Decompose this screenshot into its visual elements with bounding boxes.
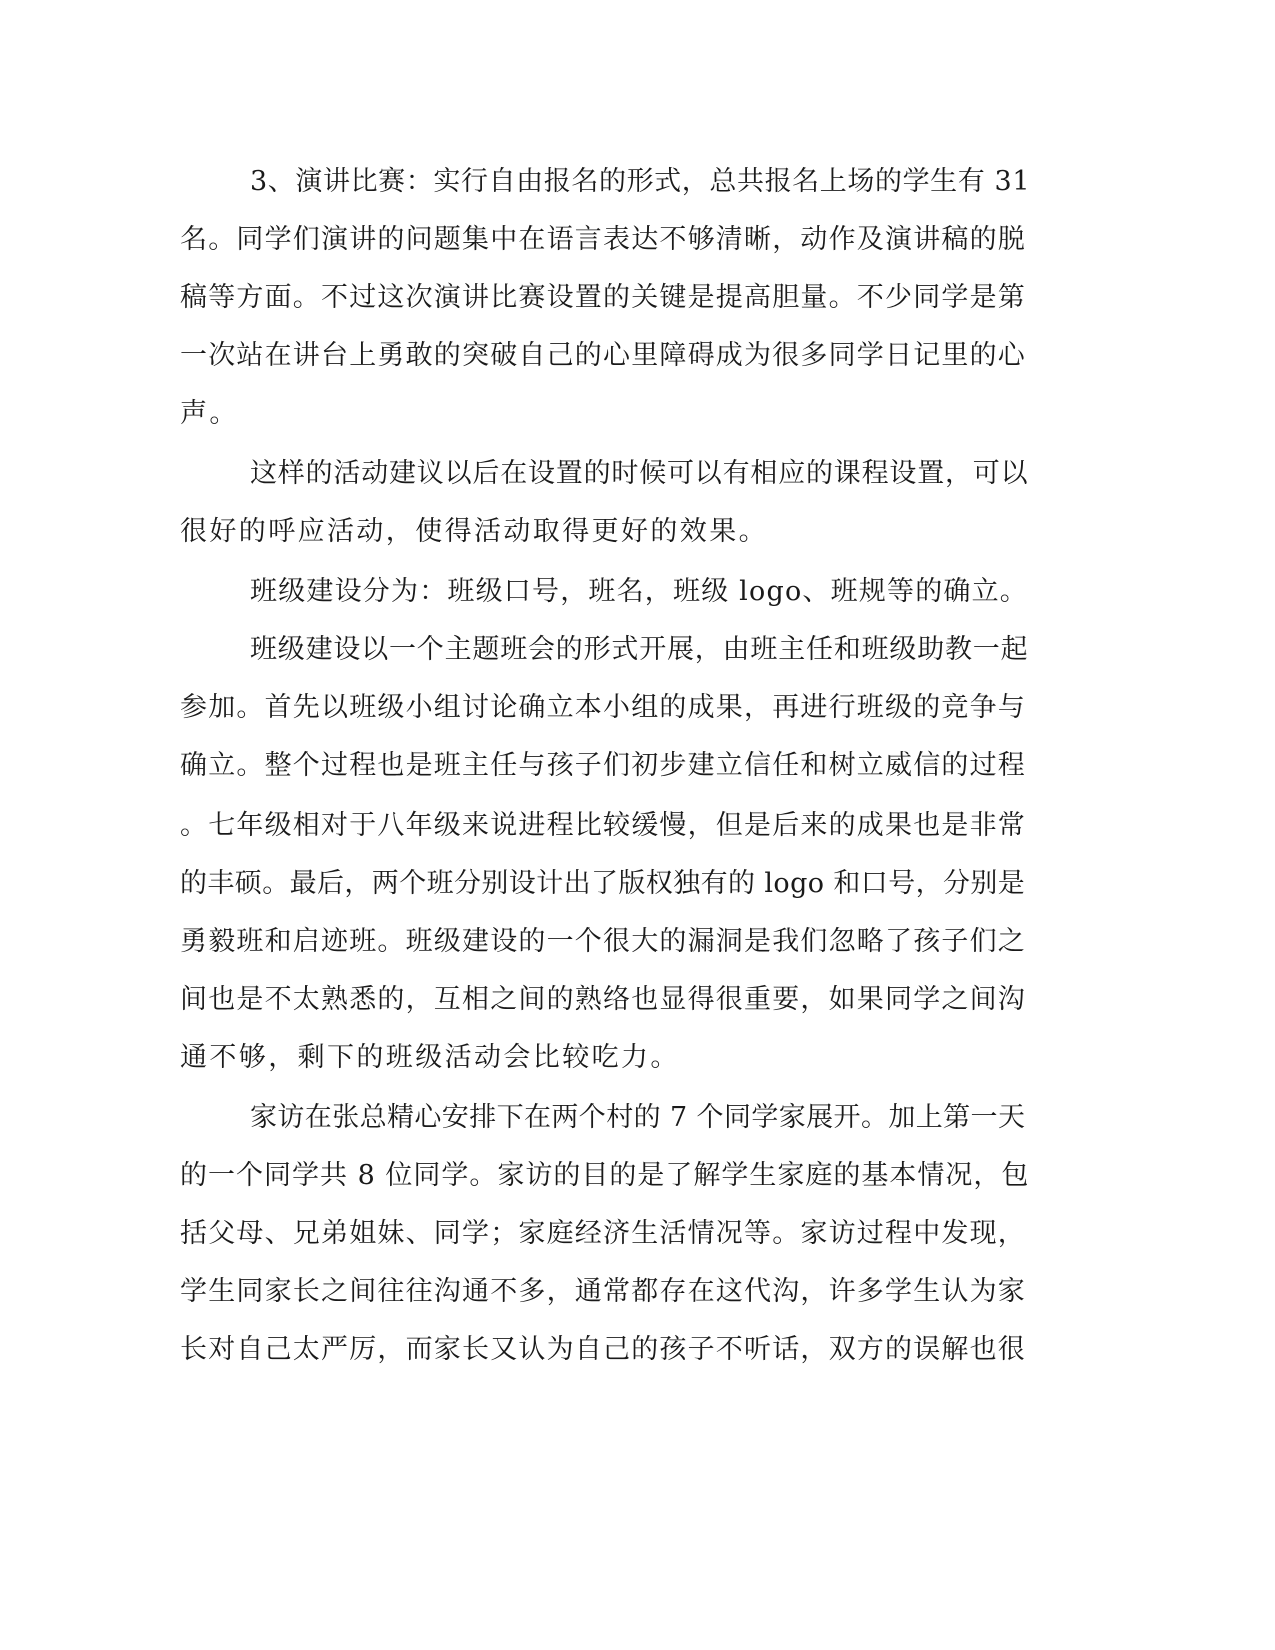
- text-line: 很好的呼应活动，使得活动取得更好的效果。: [180, 516, 768, 547]
- text-line: 学生同家长之间往往沟通不多，通常都存在这代沟，许多学生认为家: [180, 1276, 1026, 1307]
- text-line: 这样的活动建议以后在设置的时候可以有相应的课程设置，可以: [250, 458, 1029, 489]
- text-line: 家访在张总精心安排下在两个村的 7 个同学家展开。加上第一天: [250, 1102, 1026, 1133]
- text-line: 。七年级相对于八年级来说进程比较缓慢，但是后来的成果也是非常: [180, 810, 1026, 841]
- text-line: 参加。首先以班级小组讨论确立本小组的成果，再进行班级的竞争与: [180, 692, 1026, 723]
- text-line: 勇毅班和启迹班。班级建设的一个很大的漏洞是我们忽略了孩子们之: [180, 926, 1026, 957]
- text-line: 一次站在讲台上勇敢的突破自己的心里障碍成为很多同学日记里的心: [180, 340, 1026, 371]
- text-line: 稿等方面。不过这次演讲比赛设置的关键是提高胆量。不少同学是第: [180, 282, 1026, 313]
- text-line: 长对自己太严厉，而家长又认为自己的孩子不听话，双方的误解也很: [180, 1334, 1026, 1365]
- text-line: 3、演讲比赛：实行自由报名的形式，总共报名上场的学生有 31: [250, 166, 1031, 197]
- text-line: 括父母、兄弟姐妹、同学；家庭经济生活情况等。家访过程中发现，: [180, 1218, 1026, 1249]
- text-line: 声。: [180, 398, 239, 429]
- text-line: 的一个同学共 8 位同学。家访的目的是了解学生家庭的基本情况，包: [180, 1160, 1030, 1191]
- text-line: 班级建设以一个主题班会的形式开展，由班主任和班级助教一起: [250, 634, 1029, 665]
- text-line: 间也是不太熟悉的，互相之间的熟络也显得很重要，如果同学之间沟: [180, 984, 1026, 1015]
- text-line: 通不够，剩下的班级活动会比较吃力。: [180, 1042, 680, 1073]
- text-line: 名。同学们演讲的问题集中在语言表达不够清晰，动作及演讲稿的脱: [180, 224, 1026, 255]
- text-line: 确立。整个过程也是班主任与孩子们初步建立信任和树立威信的过程: [180, 750, 1026, 781]
- text-line: 的丰硕。最后，两个班分别设计出了版权独有的 logo 和口号，分别是: [180, 868, 1026, 899]
- text-line: 班级建设分为：班级口号，班名，班级 logo、班规等的确立。: [250, 576, 1029, 607]
